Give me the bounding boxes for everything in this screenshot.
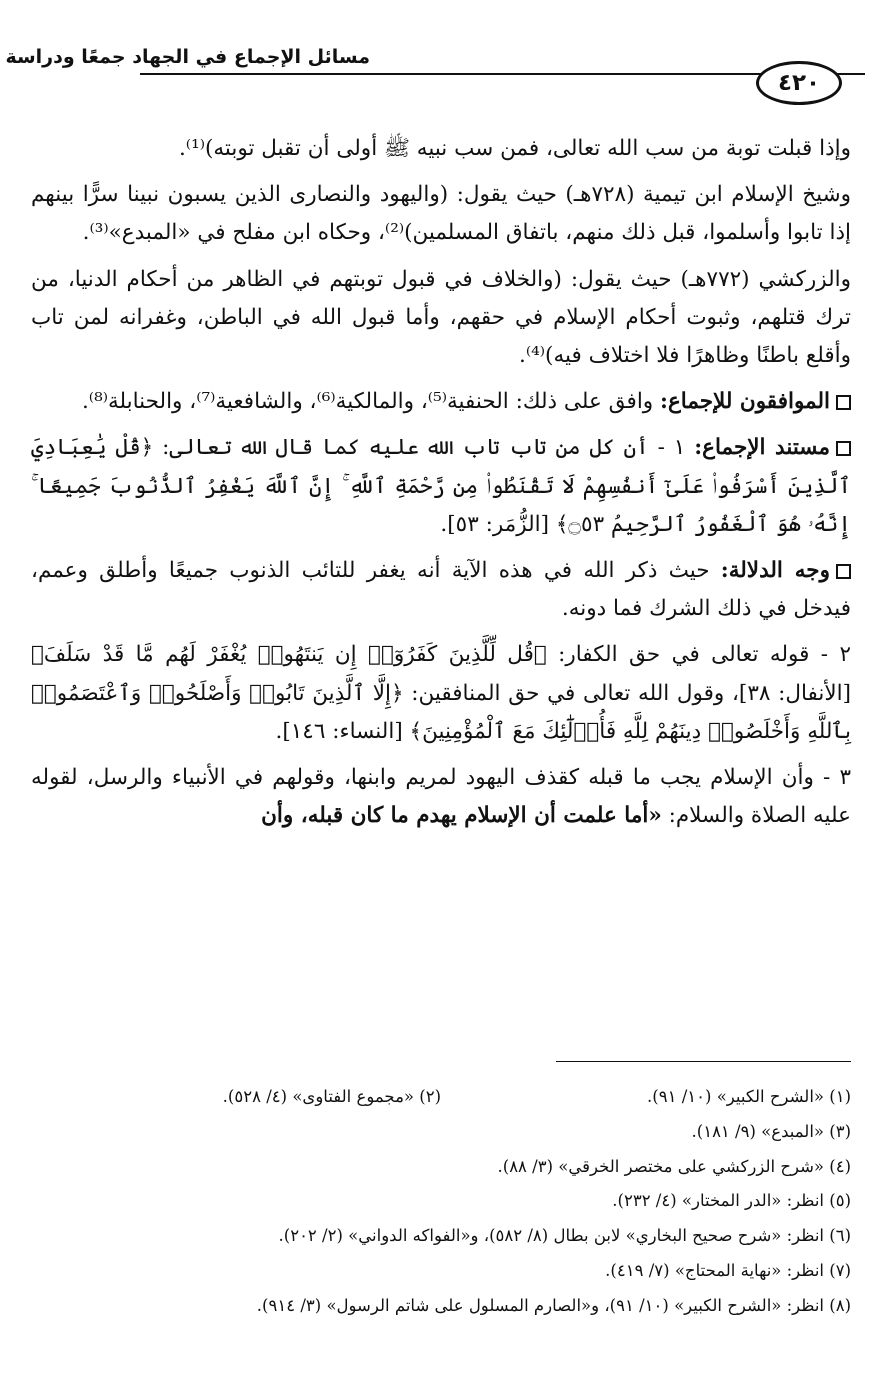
paragraph-point-2: ٢ - قوله تعالى في حق الكفار: ﴿قُل لِّلَّذِينَ كَفَرُوٓا۟ إِن يَنتَهُوا۟ يُغْفَرْ لَهُم مَّا قَدْ سَلَفَ﴾ [الأنفال: ٣٨]، وقول الله تعالى في حق المنافقين: ﴿إِلَّا ٱلَّذِينَ تَابُوا۟ وَأَصْلَحُوا۟ وَٱعْتَصَمُوا۟ بِٱللَّهِ وَأَخْلَصُوا۟ دِينَهُمْ لِلَّهِ فَأُو۟لَٰٓئِكَ مَعَ ٱلْمُؤْمِنِينَ﴾ [النساء: ١٤٦]. [31, 642, 852, 744]
footnote-2: (٢) «مجموع الفتاوى» (٤/ ٥٢٨). [222, 1087, 441, 1106]
section-box-icon [836, 441, 851, 456]
footnote-7: (٧) انظر: «نهاية المحتاج» (٧/ ٤١٩). [605, 1260, 851, 1280]
basis-text: ١ - أن كل من تاب تاب الله عليه كما قال الله تعالى: ﴿قُلْ يَٰعِبَادِيَ ٱلَّذِينَ أَسْرَفُوا۟ عَلَىٰٓ أَنفُسِهِمْ لَا تَقْنَطُوا۟ مِن رَّحْمَةِ ٱللَّهِ ۚ إِنَّ ٱللَّهَ يَغْفِرُ ٱلذُّنُوبَ جَمِيعًا ۚ إِنَّهُۥ هُوَ ٱلْغَفُورُ ٱلرَّحِيمُ ۝٥٣﴾ [الزُّمَر: ٥٣]. [31, 435, 851, 537]
footnote-3: (٣) «المبدع» (٩/ ١٨١). [691, 1121, 851, 1141]
section-label-agreers: الموافقون للإجماع: [660, 389, 830, 415]
footnote-8: (٨) انظر: «الشرح الكبير» (١٠/ ٩١)، و«الصارم المسلول على شاتم الرسول» (٣/ ٩١٤). [256, 1295, 851, 1315]
section-label-basis: مستند الإجماع: [694, 435, 830, 461]
footnote-6: (٦) انظر: «شرح صحيح البخاري» لابن بطال (٨/ ٥٨٢)، و«الفواكه الدواني» (٢/ ٢٠٢). [278, 1226, 851, 1246]
running-header-title: مسائل الإجماع في الجهاد جمعًا ودراسة [5, 46, 370, 68]
footnote-4: (٤) «شرح الزركشي على مختصر الخرقي» (٣/ ٨٨). [497, 1156, 851, 1176]
footnote-1: (١) «الشرح الكبير» (١٠/ ٩١). [647, 1087, 851, 1106]
footnote-5: (٥) انظر: «الدر المختار» (٤/ ٢٣٢). [612, 1191, 851, 1211]
footnote-separator [556, 1061, 851, 1062]
paragraph-3: والزركشي (٧٧٢هـ) حيث يقول: (والخلاف في قبول توبتهم في الظاهر من أحكام الدنيا، من ترك قتلهم، وثبوت أحكام الإسلام في حقهم، وأما قبول الله في الباطن، وغفرانه لمن تاب وأقلع باطنًا وظاهرًا فلا اختلاف فيه)⁽⁴⁾. [31, 266, 851, 369]
paragraph-point-3 [31, 759, 851, 835]
footnote-row [31, 1080, 851, 1115]
paragraph-consensus-basis [31, 429, 851, 544]
evidence-text: حيث ذكر الله في هذه الآية أنه يغفر للتائب الذنوب جميعًا وأطلق وعمم، فيدخل في ذلك الشرك فما دونه. [31, 558, 851, 622]
footnotes [31, 1080, 851, 1324]
paragraph-consensus-agreers [31, 383, 851, 421]
section-box-icon [836, 564, 851, 579]
agreers-text: وافق على ذلك: الحنفية⁽⁵⁾، والمالكية⁽⁶⁾، والشافعية⁽⁷⁾، والحنابلة⁽⁸⁾. [81, 389, 654, 415]
point-3-text: ٣ - وأن الإسلام يجب ما قبله كقذف اليهود لمريم وابنها، وقولهم في الأنبياء والرسل، لقوله عليه الصلاة والسلام: [31, 765, 851, 829]
paragraph-1: وإذا قبلت توبة من سب الله تعالى، فمن سب نبيه ﷺ أولى أن تقبل توبته)⁽¹⁾. [178, 136, 851, 161]
main-text [31, 130, 851, 841]
page-number: ٤٢٠ [756, 61, 842, 105]
point-3-hadith: «أما علمت أن الإسلام يهدم ما كان قبله، وأن [261, 803, 662, 829]
section-box-icon [836, 395, 851, 410]
paragraph-2: وشيخ الإسلام ابن تيمية (٧٢٨هـ) حيث يقول: (واليهود والنصارى الذين يسبون نبينا سرًّا بينهم إذا تابوا وأسلموا، قبل ذلك منهم، باتفاق المسلمين)⁽²⁾، وحكاه ابن مفلح في «المبدع»⁽³⁾. [31, 182, 851, 246]
paragraph-evidence-point [31, 552, 851, 628]
header-rule [140, 73, 865, 75]
section-label-evidence: وجه الدلالة: [720, 558, 830, 584]
